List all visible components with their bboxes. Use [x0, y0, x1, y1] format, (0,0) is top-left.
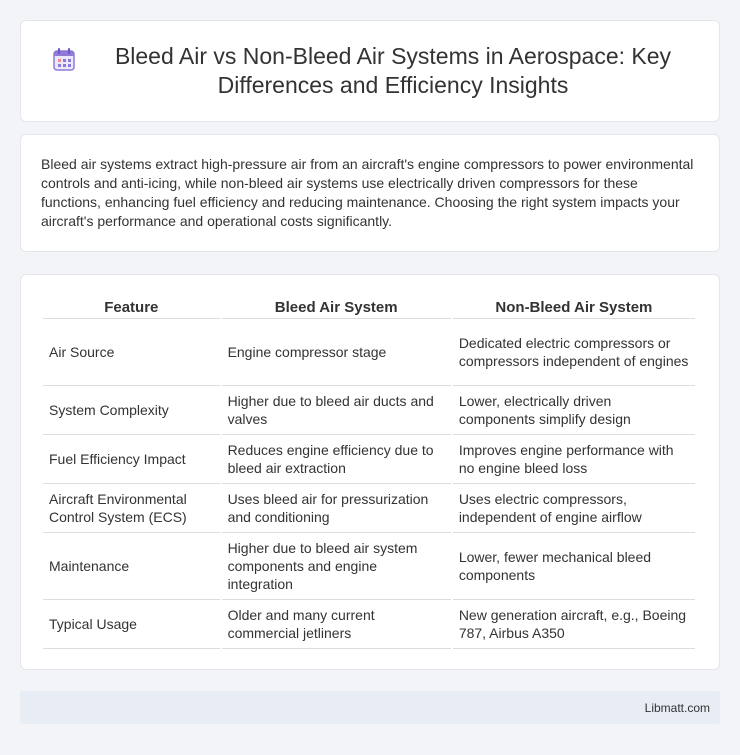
table-row	[43, 484, 695, 533]
cell-bleed: Higher due to bleed air system components and engine integration	[222, 533, 451, 600]
cell-feature: Air Source	[43, 319, 220, 386]
cell-bleed: Engine compressor stage	[222, 319, 451, 386]
cell-bleed: Reduces engine efficiency due to bleed air extraction	[222, 435, 451, 484]
intro-card	[20, 134, 720, 252]
table-row	[43, 533, 695, 600]
header-non-bleed-air: Non-Bleed Air System	[453, 295, 695, 319]
title-card	[20, 20, 720, 122]
table-header-row	[43, 295, 695, 319]
table-card	[20, 274, 720, 670]
table-row	[43, 435, 695, 484]
cell-bleed: Higher due to bleed air ducts and valves	[222, 386, 451, 435]
table-row	[43, 386, 695, 435]
footer-site-link[interactable]: Libmatt.com	[644, 700, 710, 715]
table-row	[43, 600, 695, 649]
cell-non-bleed: Improves engine performance with no engine bleed loss	[453, 435, 695, 484]
cell-feature: Maintenance	[43, 533, 220, 600]
cell-bleed: Older and many current commercial jetliners	[222, 600, 451, 649]
cell-feature: Typical Usage	[43, 600, 220, 649]
cell-feature: Fuel Efficiency Impact	[43, 435, 220, 484]
page-title: Bleed Air vs Non-Bleed Air Systems in Aerospace: Key Differences and Efficiency Insights	[114, 43, 672, 98]
cell-non-bleed: Lower, fewer mechanical bleed components	[453, 533, 695, 600]
cell-bleed: Uses bleed air for pressurization and conditioning	[222, 484, 451, 533]
cell-feature: Aircraft Environmental Control System (ECS)	[43, 484, 220, 533]
cell-non-bleed: Uses electric compressors, independent of engine airflow	[453, 484, 695, 533]
header-bleed-air: Bleed Air System	[222, 295, 451, 319]
cell-non-bleed: Dedicated electric compressors or compressors independent of engines	[453, 319, 695, 386]
comparison-table	[41, 295, 697, 649]
cell-non-bleed: Lower, electrically driven components simplify design	[453, 386, 695, 435]
footer	[20, 691, 720, 724]
title-wrap	[21, 42, 719, 100]
cell-feature: System Complexity	[43, 386, 220, 435]
calendar-icon	[51, 47, 77, 73]
table-row	[43, 319, 695, 386]
cell-non-bleed: New generation aircraft, e.g., Boeing 787, Airbus A350	[453, 600, 695, 649]
intro-paragraph: Bleed air systems extract high-pressure air from an aircraft's engine compressors to power environmental controls and anti-icing, while non-bleed air systems use electrically driven compressors for these functions, enhancing fuel efficiency and reducing maintenance. Choosing the right system impacts your aircraft's performance and operational costs significantly.	[41, 156, 694, 229]
header-feature: Feature	[43, 295, 220, 319]
